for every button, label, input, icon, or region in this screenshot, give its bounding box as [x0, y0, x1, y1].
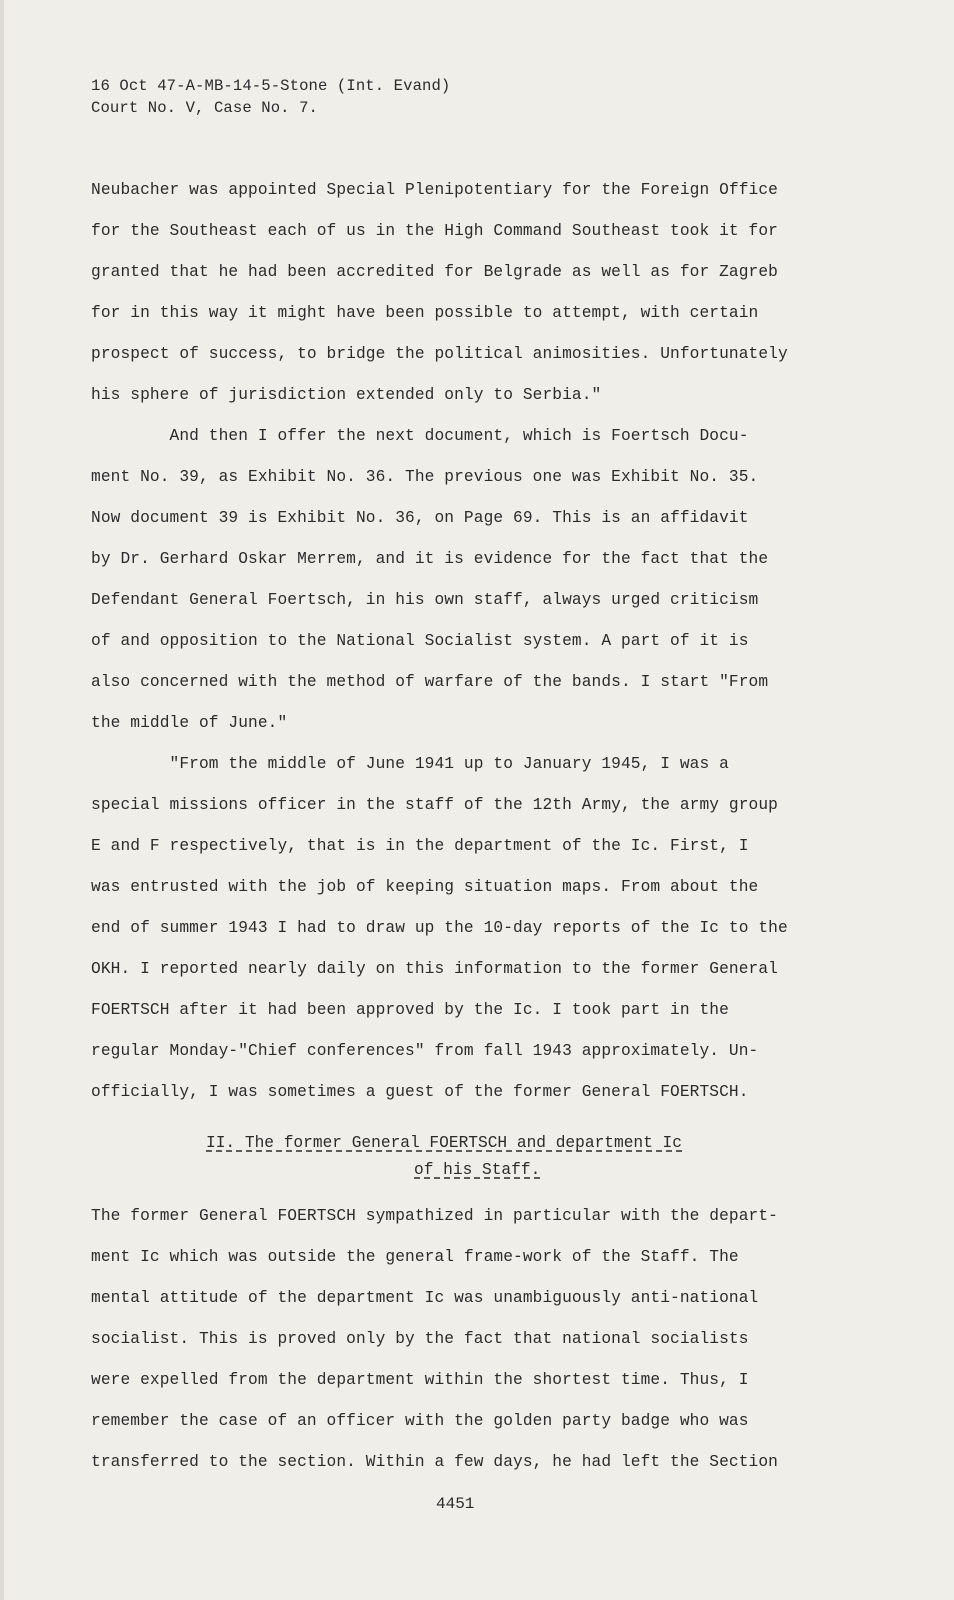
- text-line: also concerned with the method of warfare of the bands. I start "From: [91, 673, 769, 691]
- text-line: FOERTSCH after it had been approved by the Ic. I took part in the: [91, 1001, 729, 1019]
- text-line: And then I offer the next document, which is Foertsch Docu-: [91, 427, 749, 445]
- text-line: by Dr. Gerhard Oskar Merrem, and it is evidence for the fact that the: [91, 550, 769, 568]
- page-edge: [0, 0, 4, 1600]
- text-line: the middle of June.": [91, 714, 288, 732]
- text-line: special missions officer in the staff of the 12th Army, the army group: [91, 796, 778, 814]
- text-line: "From the middle of June 1941 up to January 1945, I was a: [91, 755, 729, 773]
- section-heading-line-1: II. The former General FOERTSCH and department Ic: [206, 1134, 682, 1152]
- text-line: for the Southeast each of us in the High Command Southeast took it for: [91, 222, 778, 240]
- header-line-2: Court No. V, Case No. 7.: [91, 99, 318, 117]
- text-line: of and opposition to the National Socialist system. A part of it is: [91, 632, 749, 650]
- text-line: E and F respectively, that is in the department of the Ic. First, I: [91, 837, 749, 855]
- text-line: Now document 39 is Exhibit No. 36, on Page 69. This is an affidavit: [91, 509, 749, 527]
- text-line: The former General FOERTSCH sympathized in particular with the depart-: [91, 1207, 778, 1225]
- text-line: officially, I was sometimes a guest of the former General FOERTSCH.: [91, 1083, 749, 1101]
- text-line: mental attitude of the department Ic was unambiguously anti-national: [91, 1289, 759, 1307]
- text-line: regular Monday-"Chief conferences" from fall 1943 approximately. Un-: [91, 1042, 759, 1060]
- text-line: remember the case of an officer with the golden party badge who was: [91, 1412, 749, 1430]
- text-line: transferred to the section. Within a few days, he had left the Section: [91, 1453, 778, 1471]
- text-line: for in this way it might have been possible to attempt, with certain: [91, 304, 759, 322]
- header-line-1: 16 Oct 47-A-MB-14-5-Stone (Int. Evand): [91, 77, 451, 95]
- text-line: his sphere of jurisdiction extended only to Serbia.": [91, 386, 602, 404]
- text-line: ment No. 39, as Exhibit No. 36. The previous one was Exhibit No. 35.: [91, 468, 759, 486]
- text-line: were expelled from the department within the shortest time. Thus, I: [91, 1371, 749, 1389]
- text-line: end of summer 1943 I had to draw up the 10-day reports of the Ic to the: [91, 919, 788, 937]
- text-line: socialist. This is proved only by the fact that national socialists: [91, 1330, 749, 1348]
- text-line: granted that he had been accredited for Belgrade as well as for Zagreb: [91, 263, 778, 281]
- page-number: 4451: [436, 1495, 475, 1513]
- text-line: OKH. I reported nearly daily on this information to the former General: [91, 960, 778, 978]
- text-line: Defendant General Foertsch, in his own staff, always urged criticism: [91, 591, 759, 609]
- text-line: ment Ic which was outside the general frame-work of the Staff. The: [91, 1248, 739, 1266]
- text-line: Neubacher was appointed Special Plenipotentiary for the Foreign Office: [91, 181, 778, 199]
- text-line: prospect of success, to bridge the political animosities. Unfortunately: [91, 345, 788, 363]
- text-line: was entrusted with the job of keeping situation maps. From about the: [91, 878, 759, 896]
- section-heading-line-2: of his Staff.: [414, 1161, 541, 1179]
